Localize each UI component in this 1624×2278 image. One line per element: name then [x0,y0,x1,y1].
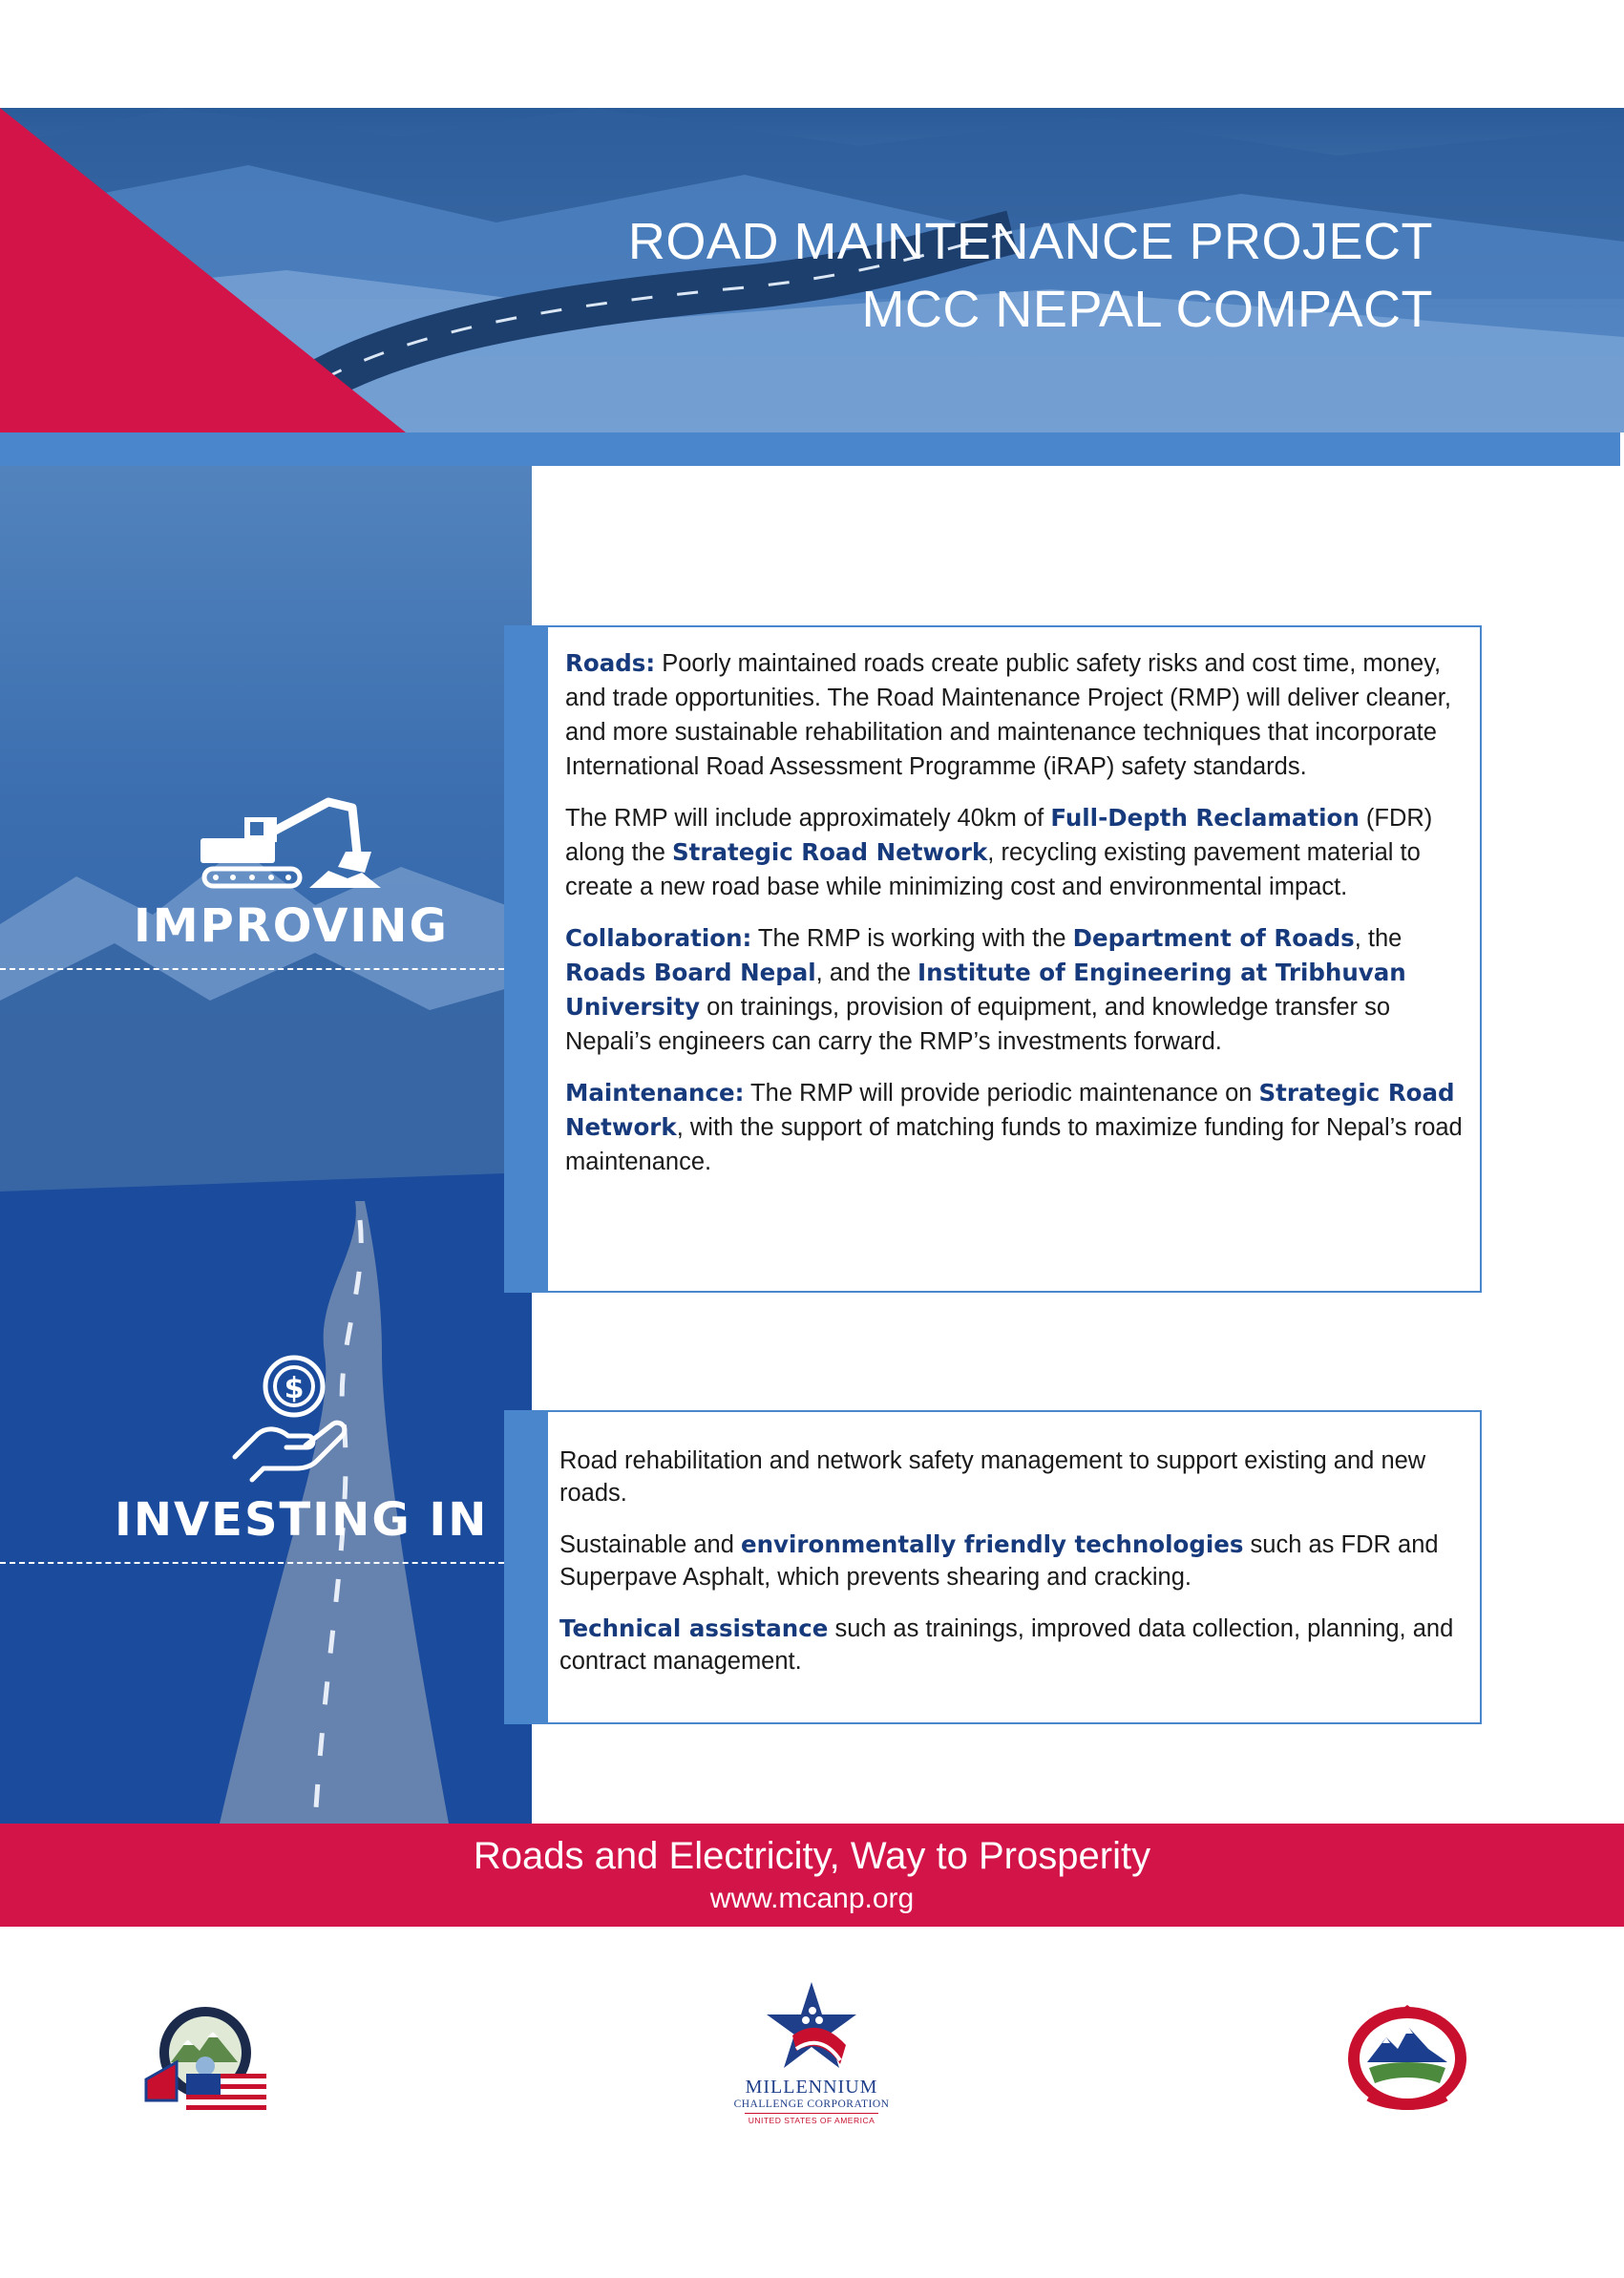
tech-text-b: such as FDR and Superpave Asphalt, which prevents shearing and cracking. [559,1531,1439,1591]
mcc-logo [726,1978,897,2125]
roads-text: Poorly maintained roads create public safety risks and cost time, money, and trade opportunities. The Road Maintenance Project (RMP) will deliver cleaner, and more sustainable rehabilitation and maintenance techniques that incorporate International Road Assessment Programme (iRAP) safety standards. [565,650,1451,780]
improving-divider [0,968,504,970]
mcc-line-1: MILLENNIUM [745,2077,878,2098]
mca-nepal-seal-logo [138,2005,272,2120]
ta-text: such as trainings, improved data collection, planning, and contract management. [559,1615,1454,1675]
maint-text-b: , with the support of matching funds to maximize funding for Nepal’s road maintenance. [565,1114,1463,1175]
eft-highlight: environmentally friendly technologies [740,1530,1244,1558]
collab-text-a: The RMP is working with the [751,925,1073,952]
rbn-highlight: Roads Board Nepal [565,959,816,986]
investing-divider [0,1562,504,1564]
title-line-1: ROAD MAINTENANCE PROJECT [627,213,1433,270]
svg-text:$: $ [284,1372,305,1405]
collab-text-d: on trainings, provision of equipment, and knowledge transfer so Nepali’s engineers can carry the RMP’s investments forward. [565,994,1391,1055]
mcc-line-3: UNITED STATES OF AMERICA [745,2113,878,2125]
fdr-text-a: The RMP will include approximately 40km of [565,805,1051,832]
roads-label: Roads: [565,649,656,677]
maint-text-a: The RMP will provide periodic maintenance on [744,1080,1259,1107]
tech-text-a: Sustainable and [559,1531,741,1558]
ioe-highlight: Institute of Engineering at Tribhuvan University [565,959,1406,1021]
collab-text-c: , and the [815,960,918,986]
collaboration-label: Collaboration: [565,924,752,952]
collaboration-paragraph [565,921,1468,1059]
excavator-icon [195,796,386,911]
investing-box [504,1410,1482,1724]
assistance-paragraph [559,1613,1468,1677]
investing-label: INVESTING IN [115,1493,489,1547]
left-photo-panel [0,466,532,1824]
header-banner [0,108,1624,432]
website-link[interactable]: www.mcanp.org [709,1883,915,1914]
improving-box [504,625,1482,1293]
maintenance-paragraph [565,1076,1468,1179]
landscape-photo [0,466,532,1824]
improving-box-bar [506,627,548,1291]
collab-text-b: , the [1354,925,1403,952]
maintenance-label: Maintenance: [565,1079,745,1107]
title-line-2: MCC NEPAL COMPACT [861,281,1433,338]
fdr-text-c: , recycling existing pavement material to create a new road base while minimizing cost and environmental impact. [565,839,1421,900]
improving-label: IMPROVING [134,899,449,953]
ta-highlight: Technical assistance [559,1614,829,1642]
fdr-text-b: (FDR) along the [565,805,1433,866]
mcc-line-2: CHALLENGE CORPORATION [733,2099,890,2110]
srn-highlight: Strategic Road Network [672,838,988,866]
roads-paragraph [565,646,1468,784]
header-stripe [0,432,1620,466]
page-title [628,208,1433,344]
tech-paragraph [559,1529,1468,1593]
dor-highlight: Department of Roads [1072,924,1355,952]
tagline: Roads and Electricity, Way to Prosperity [473,1835,1151,1877]
hand-dollar-icon [225,1354,359,1487]
nepal-government-emblem-logo [1340,2005,1474,2120]
footer-banner [0,1824,1624,1927]
maint-srn-highlight: Strategic Road Network [565,1079,1455,1141]
star-icon [764,1978,859,2074]
fdr-paragraph [565,801,1468,904]
investing-box-bar [506,1412,548,1722]
fdr-highlight: Full-Depth Reclamation [1050,804,1360,832]
rehab-paragraph: Road rehabilitation and network safety management to support existing and new roads. [559,1447,1426,1507]
